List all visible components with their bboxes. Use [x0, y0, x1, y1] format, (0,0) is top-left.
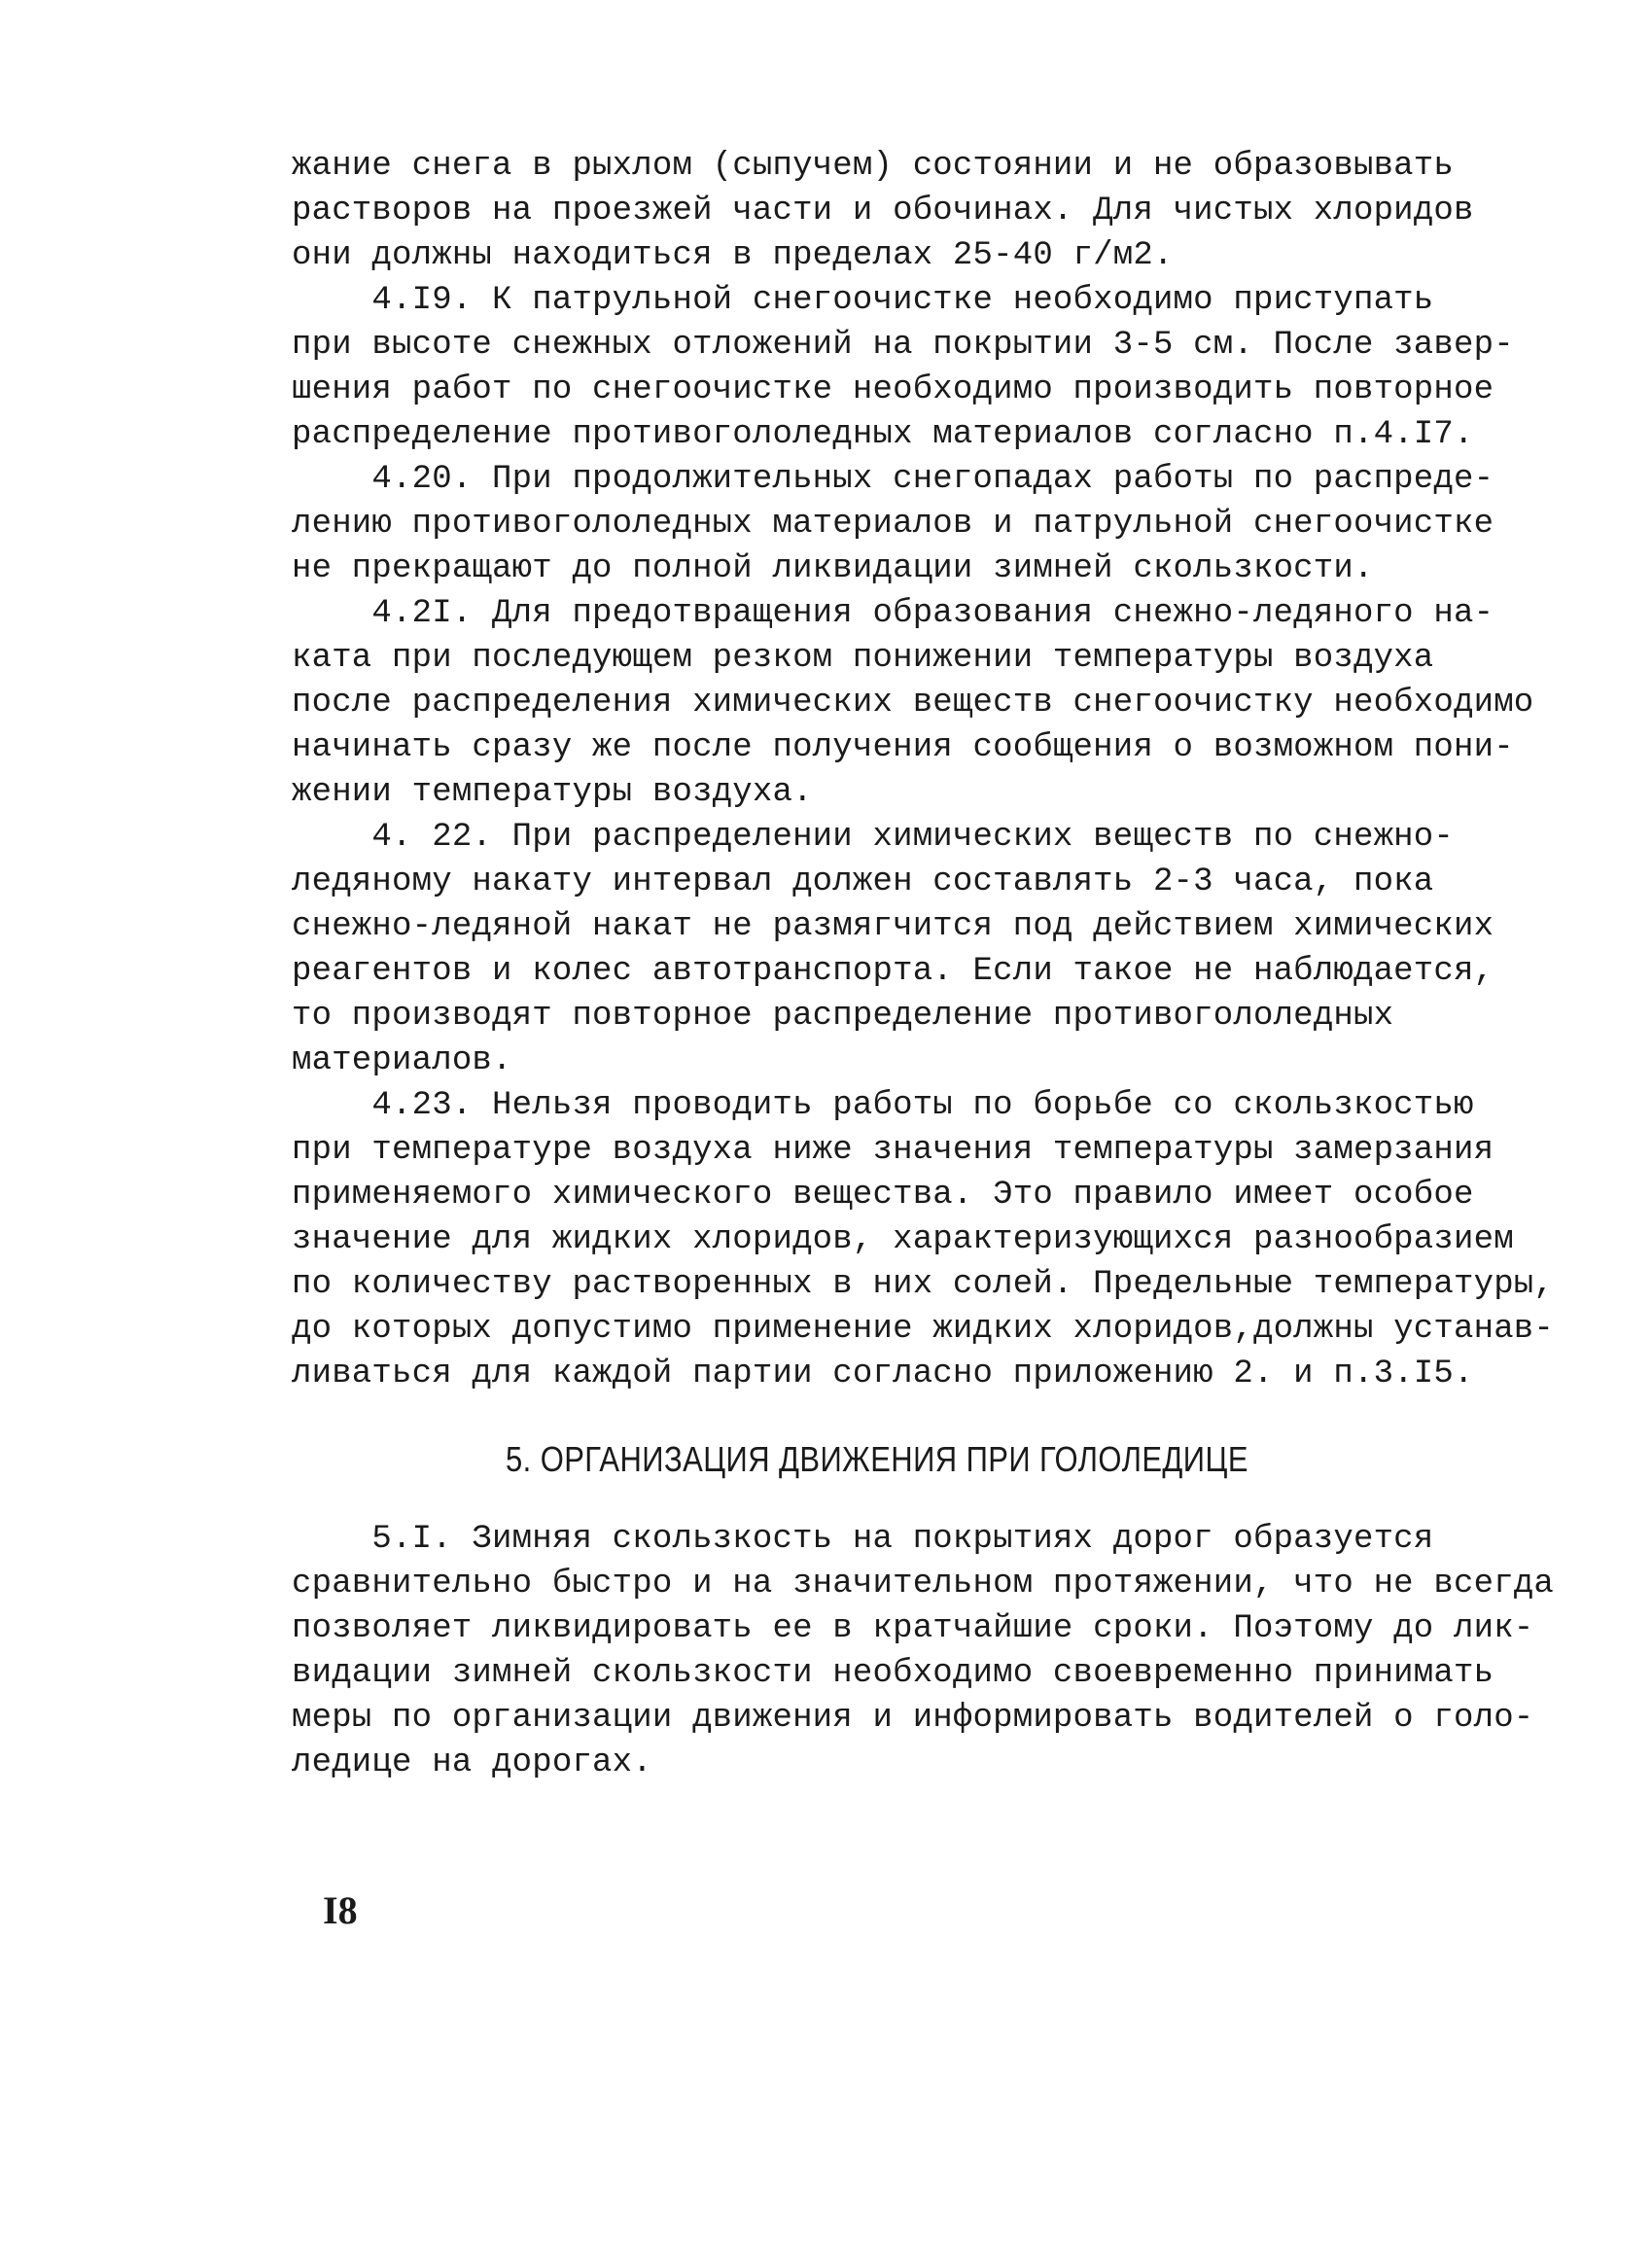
- paragraph-4-22-line: снежно-ледяной накат не размягчится под действием химических: [292, 908, 1494, 945]
- section-heading: 5. ОРГАНИЗАЦИЯ ДВИЖЕНИЯ ПРИ ГОЛОЛЕДИЦЕ: [506, 1439, 1248, 1479]
- paragraph-4-20-line: 4.20. При продолжительных снегопадах работы по распреде-: [292, 461, 1494, 498]
- paragraph-5-1-line: позволяет ликвидировать ее в кратчайшие сроки. Поэтому до лик-: [292, 1610, 1534, 1647]
- paragraph-4-22-line: материалов.: [292, 1042, 512, 1079]
- paragraph-4-22-line: 4. 22. При распределении химических веществ по снежно-: [292, 819, 1454, 856]
- page-number: I8: [323, 1888, 358, 1932]
- paragraph-4-20-line: не прекращают до полной ликвидации зимней скользкости.: [292, 550, 1374, 587]
- paragraph-5-1-line: сравнительно быстро и на значительном протяжении, что не всегда: [292, 1566, 1555, 1603]
- paragraph-4-23-line: применяемого химического вещества. Это правило имеет особое: [292, 1177, 1474, 1214]
- paragraph-4-20-line: лению противогололедных материалов и патрульной снегоочистке: [292, 506, 1494, 543]
- paragraph-4-21-line: 4.2I. Для предотвращения образования снежно-ледяного на-: [292, 595, 1494, 632]
- paragraph-4-21-line: жении температуры воздуха.: [292, 774, 813, 811]
- paragraph-4-19-line: при высоте снежных отложений на покрытии 3-5 см. После завер-: [292, 327, 1514, 364]
- text-line: жание снега в рыхлом (сыпучем) состоянии и не образовывать: [292, 148, 1454, 185]
- paragraph-4-23-line: значение для жидких хлоридов, характеризующихся разнообразием: [292, 1221, 1514, 1258]
- paragraph-4-22-line: ледяному накату интервал должен составлять 2-3 часа, пока: [292, 863, 1434, 900]
- paragraph-4-21-line: ката при последующем резком понижении температуры воздуха: [292, 640, 1434, 677]
- paragraph-4-23-line: до которых допустимо применение жидких хлоридов,должны устанав-: [292, 1311, 1555, 1348]
- paragraph-4-23-line: ливаться для каждой партии согласно приложению 2. и п.3.I5.: [292, 1356, 1474, 1392]
- paragraph-4-23-line: 4.23. Нельзя проводить работы по борьбе со скользкостью: [292, 1087, 1474, 1124]
- paragraph-4-21-line: после распределения химических веществ снегоочистку необходимо: [292, 685, 1534, 722]
- text-line: они должны находиться в пределах 25-40 г/м2.: [292, 237, 1174, 274]
- paragraph-5-1-line: меры по организации движения и информировать водителей о голо-: [292, 1700, 1534, 1737]
- paragraph-4-22-line: то производят повторное распределение противогололедных: [292, 998, 1394, 1035]
- paragraph-4-23-line: по количеству растворенных в них солей. Предельные температуры,: [292, 1266, 1555, 1303]
- paragraph-4-22-line: реагентов и колес автотранспорта. Если такое не наблюдается,: [292, 953, 1494, 990]
- paragraph-4-19-line: шения работ по снегоочистке необходимо производить повторное: [292, 371, 1494, 408]
- paragraph-4-23-line: при температуре воздуха ниже значения температуры замерзания: [292, 1132, 1494, 1169]
- paragraph-4-21-line: начинать сразу же после получения сообщения о возможном пони-: [292, 729, 1514, 766]
- paragraph-5-1-line: ледице на дорогах.: [292, 1744, 652, 1781]
- paragraph-4-19-line: 4.I9. К патрульной снегоочистке необходимо приступать: [292, 282, 1434, 319]
- paragraph-5-1-line: видации зимней скользкости необходимо своевременно принимать: [292, 1655, 1494, 1692]
- text-line: растворов на проезжей части и обочинах. Для чистых хлоридов: [292, 193, 1474, 229]
- paragraph-5-1-line: 5.I. Зимняя скользкость на покрытиях дорог образуется: [292, 1521, 1434, 1558]
- paragraph-4-19-line: распределение противогололедных материалов согласно п.4.I7.: [292, 416, 1474, 453]
